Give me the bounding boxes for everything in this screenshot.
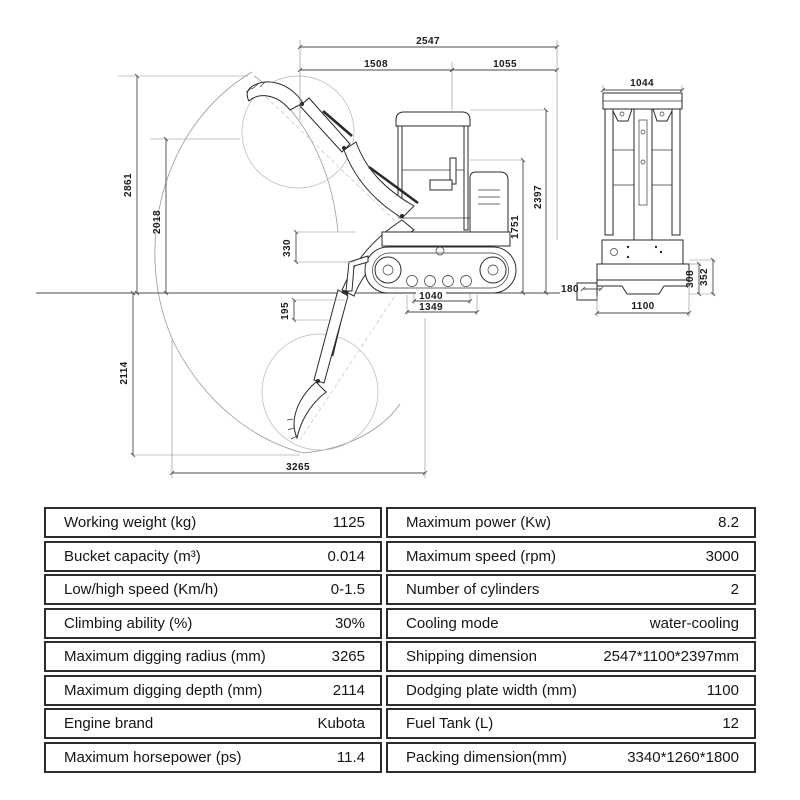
dim-track-shoe-height-label: 308 (685, 270, 696, 288)
spec-table (44, 507, 756, 773)
dim-overall-length-label: 2547 (416, 36, 440, 47)
dim-overall-height-label: 2397 (533, 185, 544, 209)
spec-label: Packing dimension(mm) (406, 748, 567, 766)
dim-front-section-label: 1508 (364, 59, 388, 70)
spec-label: Maximum digging depth (mm) (64, 681, 263, 699)
spec-label: Dodging plate width (mm) (406, 681, 577, 699)
spec-value: 1100 (706, 681, 739, 699)
engine-hood (470, 172, 508, 232)
spec-label: Maximum digging radius (mm) (64, 648, 266, 665)
spec-table-left-column (44, 507, 382, 773)
spec-value: water-cooling (649, 614, 739, 632)
cab-roof (396, 112, 470, 126)
spec-value: 2547*1100*2397mm (603, 648, 739, 665)
dim-track-overall-length-label: 1349 (419, 302, 443, 313)
spec-label: Cooling mode (406, 614, 499, 632)
dim-max-digging-height-label: 2861 (123, 173, 134, 197)
spec-row-packing-dimension (386, 742, 756, 773)
spec-row-shipping-dimension (386, 641, 756, 672)
spec-value: 2114 (332, 681, 365, 699)
dim-swing-offset-label: 195 (280, 302, 291, 320)
dim-boom-foot-offset (282, 232, 356, 262)
spec-row-low-high-speed (44, 574, 382, 605)
dim-counterweight-height-label: 1751 (510, 215, 521, 239)
dim-undercarriage-height-label: 352 (699, 268, 710, 286)
spec-value: 11.4 (336, 748, 365, 766)
spec-label: Maximum speed (rpm) (406, 547, 557, 565)
spec-row-number-of-cylinders (386, 574, 756, 605)
spec-row-climbing-ability (44, 608, 382, 639)
spec-label: Engine brand (64, 715, 154, 732)
spec-row-max-horsepower (44, 742, 382, 773)
spec-value: 3000 (705, 547, 739, 565)
seat (430, 180, 452, 190)
dim-blade-offset-label: 180 (561, 284, 579, 295)
spec-label: Fuel Tank (L) (406, 715, 494, 732)
dim-max-digging-radius (172, 318, 425, 478)
spec-row-cooling-mode (386, 608, 756, 639)
spec-table-right-column (386, 507, 756, 773)
dim-rear-section-label: 1055 (493, 59, 517, 70)
dim-rear-overall-width-label: 1044 (630, 78, 654, 89)
spec-row-working-weight (44, 507, 382, 538)
rear-boom-mast (634, 109, 652, 240)
spec-row-max-digging-radius (44, 641, 382, 672)
dim-max-dumping-height (150, 139, 240, 293)
dim-rear-section (452, 59, 557, 70)
spec-row-max-digging-depth (44, 675, 382, 706)
spec-label: Bucket capacity (m³) (64, 547, 201, 565)
excavator-rear-view (577, 93, 689, 300)
spec-row-dodging-plate-width (386, 675, 756, 706)
spec-value: 12 (722, 715, 739, 732)
spec-label: Low/high speed (Km/h) (64, 581, 219, 598)
spec-row-fuel-tank (386, 708, 756, 739)
rear-track-frame (597, 264, 689, 280)
spec-label: Number of cylinders (406, 581, 540, 598)
spec-value: 8.2 (718, 514, 739, 531)
dim-max-digging-depth (119, 293, 300, 455)
spec-value: 30% (334, 614, 365, 632)
dim-max-dumping-height-label: 2018 (152, 210, 163, 234)
spec-value: 3340*1260*1800 (627, 748, 739, 766)
spec-value: 0.014 (327, 547, 365, 565)
dim-front-section (300, 59, 452, 110)
dim-max-digging-radius-label: 3265 (286, 462, 310, 473)
spec-row-max-speed (386, 541, 756, 572)
dim-max-digging-depth-label: 2114 (119, 361, 130, 385)
dim-max-digging-height (118, 76, 248, 293)
spec-row-max-power (386, 507, 756, 538)
rear-body (602, 240, 683, 264)
spec-value: 2 (730, 581, 739, 598)
spec-value: 3265 (331, 648, 365, 665)
spec-value: Kubota (317, 715, 365, 732)
dim-boom-foot-offset-label: 330 (282, 239, 293, 257)
track-undercarriage (346, 247, 516, 293)
dim-overall-track-width-label: 1100 (631, 301, 655, 312)
spec-label: Working weight (kg) (64, 514, 197, 531)
spec-row-bucket-capacity (44, 541, 382, 572)
spec-value: 1125 (332, 514, 365, 531)
spec-label: Maximum horsepower (ps) (64, 748, 242, 766)
spec-label: Climbing ability (%) (64, 614, 193, 632)
dim-track-contact-length-label: 1040 (419, 291, 443, 302)
spec-row-engine-brand (44, 708, 382, 739)
spec-label: Shipping dimension (406, 648, 537, 665)
excavator-side-view (246, 82, 516, 439)
dim-rear-overall-width (603, 78, 682, 93)
spec-value: 0-1.5 (330, 581, 365, 598)
spec-label: Maximum power (Kw) (406, 514, 552, 531)
rear-blade-step (577, 283, 597, 300)
